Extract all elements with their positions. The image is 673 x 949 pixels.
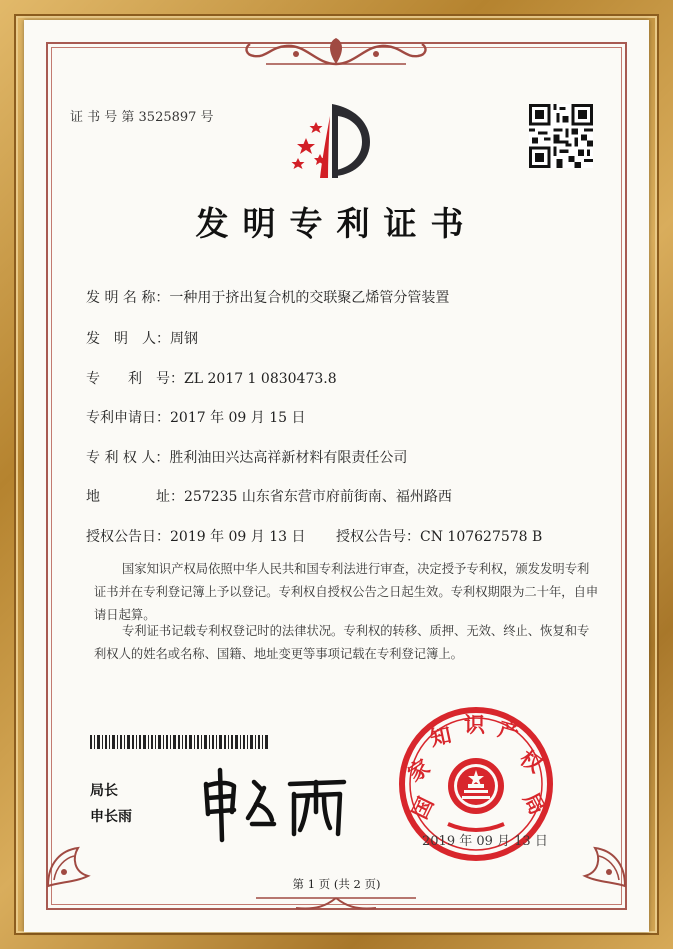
svg-text:局: 局 — [518, 788, 550, 819]
field-label: 专利申请日： — [86, 410, 170, 426]
field-label: 专 利 权 人： — [86, 450, 170, 466]
field-grant-date — [86, 526, 306, 546]
field-inventor — [86, 328, 198, 348]
svg-text:权: 权 — [515, 745, 547, 778]
svg-text:家: 家 — [403, 754, 435, 787]
signature-title: 局长 — [90, 783, 118, 799]
field-value: 周钢 — [170, 331, 198, 347]
certificate-number: 证 书 号 第 3525897 号 — [70, 110, 214, 125]
field-patentee — [86, 447, 407, 467]
seal-date: 2019 年 09 月 13 日 — [422, 834, 548, 849]
handwritten-signature — [194, 762, 354, 844]
field-value: CN 107627578 B — [420, 529, 543, 545]
cnipa-logo-icon — [286, 98, 386, 184]
field-value: 257235 山东省东营市府前街南、福州路西 — [184, 489, 452, 505]
field-label: 授权公告号： — [336, 529, 420, 545]
field-grant-number — [336, 526, 542, 546]
field-value: ZL 2017 1 0830473.8 — [184, 371, 337, 387]
field-label: 专 利 号： — [86, 371, 184, 387]
field-label: 发 明 人： — [86, 331, 170, 347]
field-value: 2019 年 09 月 13 日 — [170, 529, 306, 545]
body-paragraph-2: 专利证书记载专利权登记时的法律状况。专利权的转移、质押、无效、终止、恢复和专利权人的姓名或名称、国籍、地址变更等事项记载在专利登记簿上。 — [94, 624, 590, 661]
field-label: 授权公告日： — [86, 529, 170, 545]
svg-text:知: 知 — [427, 722, 454, 751]
qr-code-icon — [529, 104, 593, 168]
field-value: 2017 年 09 月 15 日 — [170, 410, 306, 426]
field-invention-name — [86, 287, 449, 307]
field-application-date — [86, 407, 306, 427]
certificate-paper — [24, 20, 649, 932]
field-patent-number — [86, 368, 337, 388]
svg-text:国: 国 — [407, 793, 439, 823]
top-ornament — [236, 34, 436, 70]
barcode-icon — [90, 735, 270, 749]
field-value: 胜利油田兴达高祥新材料有限责任公司 — [169, 450, 408, 466]
svg-text:识: 识 — [464, 713, 485, 737]
field-label: 地 址： — [86, 489, 184, 505]
signature-name: 申长雨 — [90, 809, 132, 825]
svg-text:产: 产 — [495, 716, 523, 746]
certificate-title: 发明专利证书 — [195, 204, 478, 243]
field-label: 发 明 名 称： — [86, 290, 170, 306]
body-paragraph-1: 国家知识产权局依照中华人民共和国专利法进行审查，决定授予专利权，颁发发明专利证书并在专利登记簿上予以登记。专利权自授权公告之日起生效。专利权期限为二十年，自申请日起算。 — [94, 562, 599, 622]
field-address — [86, 486, 452, 506]
bottom-ornament — [236, 892, 436, 918]
page-number: 第 1 页 (共 2 页) — [292, 877, 381, 891]
field-value: 一种用于挤出复合机的交联聚乙烯管分管装置 — [169, 290, 450, 306]
